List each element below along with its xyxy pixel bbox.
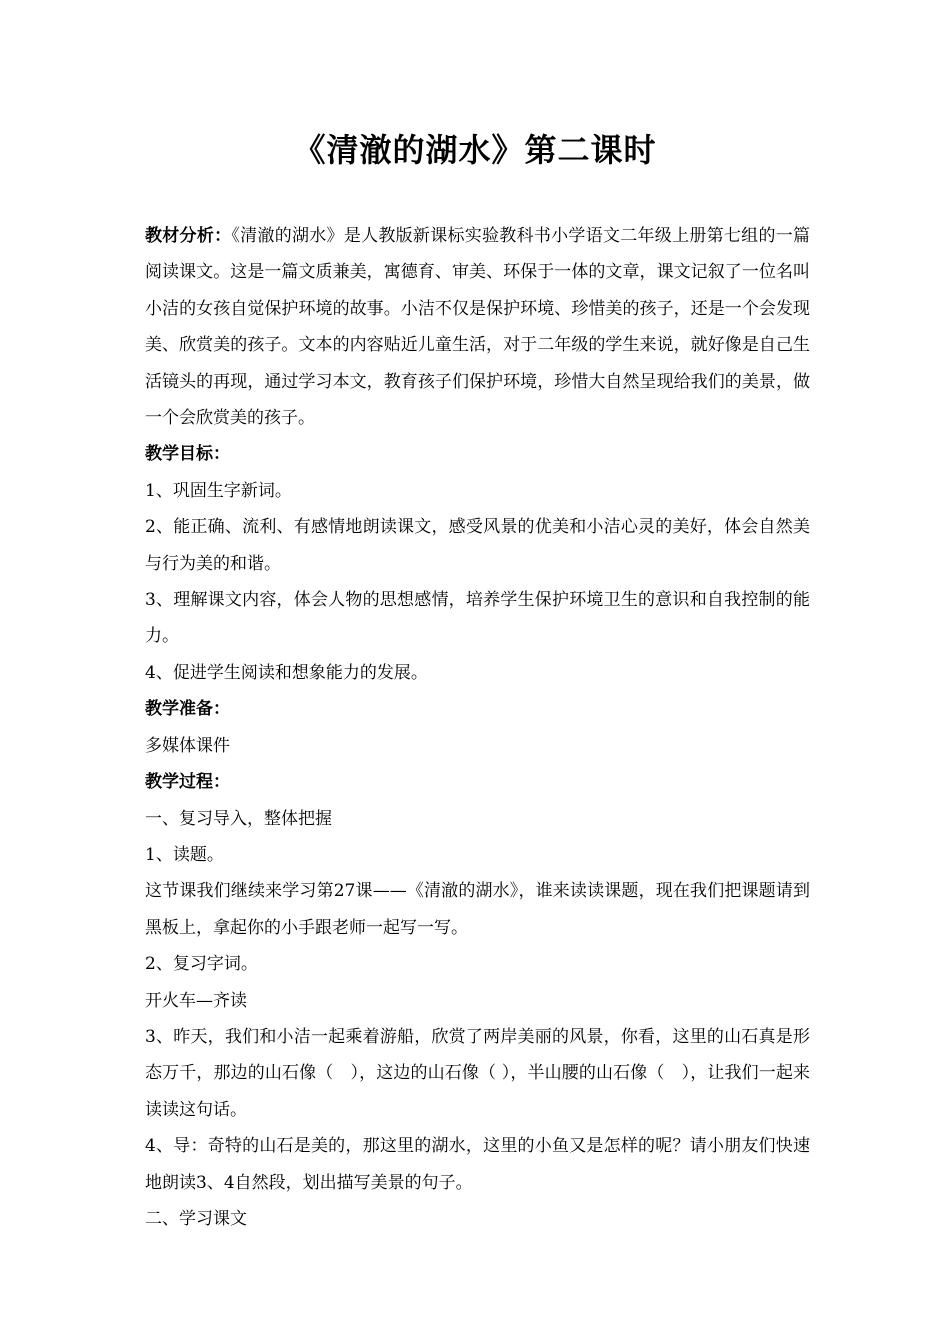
process-paragraph: 这节课我们继续来学习第27课——《清澈的湖水》，谁来读读课题，现在我们把课题请到黑板上，拿起你的小手跟老师一起写一写。 [145,881,810,938]
analysis-label: 教材分析： [145,226,232,246]
process-paragraph: 2、复习字词。 [145,954,258,975]
process-paragraph: 3、昨天，我们和小洁一起乘着游船，欣赏了两岸美丽的风景，你看，这里的山石真是形态万千，那边的山石像（ ），这边的山石像（ ），半山腰的山石像（ ），让我们一起来读读这句话。 [145,1026,810,1120]
preparation-heading: 教学准备： [145,699,230,720]
process-paragraph: 开火车—齐读 [145,990,247,1011]
analysis-paragraph [145,218,810,436]
goal-item: 1、巩固生字新词。 [145,480,292,501]
goal-item: 3、理解课文内容，体会人物的思想感情，培养学生保护环境卫生的意识和自我控制的能力。 [145,590,810,647]
process-paragraph: 1、读题。 [145,844,224,865]
analysis-text: 《清澈的湖水》是人教版新课标实验教科书小学语文二年级上册第七组的一篇阅读课文。这是一篇文质兼美，寓德育、审美、环保于一体的文章，课文记叙了一位名叫小洁的女孩自觉保护环境的故事。小洁不仅是保护环境、珍惜美的孩子，还是一个会发现美、欣赏美的孩子。文本的内容贴近儿童生活，对于二年级的学生来说，就好像是自己生活镜头的再现，通过学习本文，教育孩子们保护环境，珍惜大自然呈现给我们的美景，做一个会欣赏美的孩子。 [145,226,811,429]
document-title: 《清澈的湖水》第二课时 [293,131,657,169]
process-paragraph: 二、学习课文 [145,1208,247,1229]
preparation-text: 多媒体课件 [145,735,230,756]
goal-item: 4、促进学生阅读和想象能力的发展。 [145,662,428,683]
goals-heading: 教学目标： [145,444,230,465]
process-heading: 教学过程： [145,772,230,793]
document-body [145,218,810,1237]
goal-item: 2、能正确、流利、有感情地朗读课文，感受风景的优美和小洁心灵的美好，体会自然美与行为美的和谐。 [145,517,810,574]
process-paragraph: 一、复习导入，整体把握 [145,808,332,829]
process-paragraph: 4、导：奇特的山石是美的，那这里的湖水，这里的小鱼又是怎样的呢？请小朋友们快速地朗读3、4自然段，划出描写美景的句子。 [145,1136,810,1193]
